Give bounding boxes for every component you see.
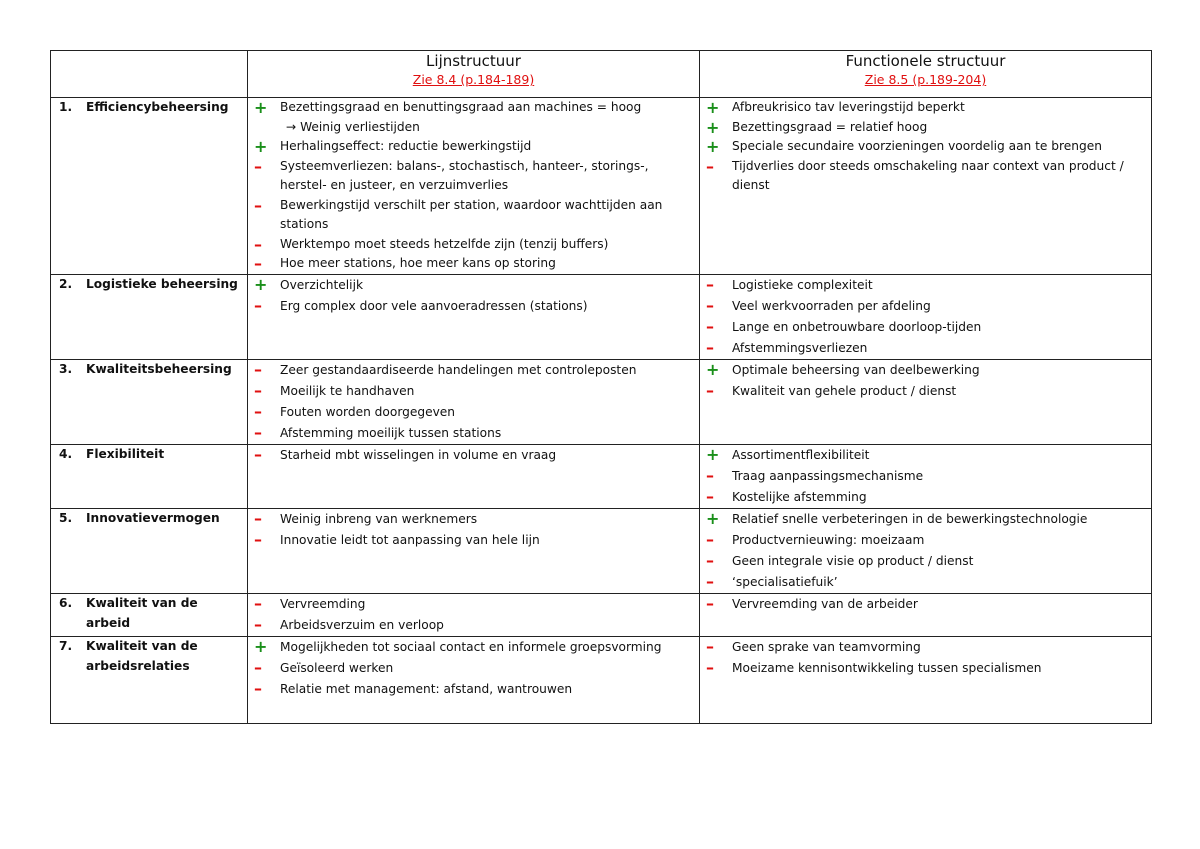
item-text: Herhalingseffect: reductie bewerkingstijd <box>280 139 532 153</box>
minus-icon: – <box>254 156 262 176</box>
item-text: Weinig inbreng van werknemers <box>280 512 478 526</box>
list-item <box>254 679 693 700</box>
item-text: Erg complex door vele aanvoeradressen (stations) <box>280 299 588 313</box>
item-text: Zeer gestandaardiseerde handelingen met controleposten <box>280 363 637 377</box>
criterion-row <box>51 637 1152 724</box>
item-text: Afbreukrisico tav leveringstijd beperkt <box>732 100 965 114</box>
list-item <box>706 317 1145 338</box>
minus-icon: – <box>706 572 714 591</box>
functionele-structuur-cell <box>700 509 1152 594</box>
list-item <box>254 235 693 255</box>
list-item <box>254 137 693 157</box>
item-list <box>248 594 699 636</box>
list-item <box>254 615 693 636</box>
item-list <box>700 98 1151 196</box>
list-item <box>254 360 693 381</box>
criterion-cell <box>51 445 248 509</box>
plus-icon: + <box>706 98 720 117</box>
criterion-row <box>51 360 1152 445</box>
list-item <box>254 402 693 423</box>
list-item <box>706 118 1145 138</box>
list-item <box>254 658 693 679</box>
minus-icon: – <box>706 637 714 656</box>
header-title: Lijnstructuur <box>426 52 521 70</box>
comparison-table <box>50 50 1152 724</box>
header-functionele-structuur <box>700 51 1152 98</box>
criterion-name: Kwaliteit van de arbeid <box>86 596 198 630</box>
minus-icon: – <box>706 594 714 613</box>
list-item <box>254 445 693 466</box>
item-text: Vervreemding <box>280 597 366 611</box>
criterion-name: Kwaliteit van de arbeidsrelaties <box>86 639 198 673</box>
item-text: Geen sprake van teamvorming <box>732 640 921 654</box>
plus-icon: + <box>254 137 268 156</box>
list-item <box>254 637 693 658</box>
plus-icon: + <box>706 117 720 137</box>
item-text: Speciale secundaire voorzieningen voordelig aan te brengen <box>732 139 1102 153</box>
minus-icon: – <box>706 551 714 570</box>
item-text: Relatief snelle verbeteringen in de bewerkingstechnologie <box>732 512 1088 526</box>
list-item <box>254 509 693 530</box>
list-item <box>706 487 1145 508</box>
item-text: Kwaliteit van gehele product / dienst <box>732 384 957 398</box>
criterion-number: 5. <box>59 511 73 525</box>
criterion-label <box>51 98 247 118</box>
list-item <box>254 118 693 138</box>
minus-icon: – <box>706 487 714 506</box>
criterion-number: 6. <box>59 596 73 610</box>
list-item <box>706 551 1145 572</box>
lijnstructuur-cell <box>248 637 700 724</box>
minus-icon: – <box>254 594 262 613</box>
item-text: Kostelijke afstemming <box>732 490 867 504</box>
list-item <box>254 594 693 615</box>
list-item <box>706 275 1145 296</box>
plus-icon: + <box>254 637 268 656</box>
item-list <box>700 637 1151 679</box>
minus-icon: – <box>254 254 262 273</box>
item-text: Bewerkingstijd verschilt per station, waardoor wachttijden aan stations <box>280 197 663 231</box>
criterion-number: 1. <box>59 100 73 114</box>
list-item <box>254 98 693 118</box>
item-text: Innovatie leidt tot aanpassing van hele lijn <box>280 533 540 547</box>
list-item <box>706 381 1145 402</box>
criterion-label <box>51 360 247 380</box>
functionele-structuur-cell <box>700 637 1152 724</box>
list-item <box>254 381 693 402</box>
list-item <box>706 466 1145 487</box>
lijnstructuur-cell <box>248 360 700 445</box>
criterion-name: Flexibiliteit <box>86 447 165 461</box>
functionele-structuur-cell <box>700 594 1152 637</box>
item-list <box>248 509 699 551</box>
item-text: Afstemming moeilijk tussen stations <box>280 426 502 440</box>
criterion-label <box>51 509 247 529</box>
criterion-number: 7. <box>59 639 73 653</box>
criterion-name: Innovatievermogen <box>86 511 220 525</box>
minus-icon: – <box>254 234 262 254</box>
lijnstructuur-cell <box>248 509 700 594</box>
minus-icon: – <box>254 679 262 698</box>
criterion-row <box>51 594 1152 637</box>
criterion-number: 2. <box>59 277 73 291</box>
item-list <box>700 360 1151 402</box>
item-text: Assortimentflexibiliteit <box>732 448 870 462</box>
lijnstructuur-cell <box>248 445 700 509</box>
item-text: Overzichtelijk <box>280 278 364 292</box>
criterion-cell <box>51 98 248 275</box>
list-item <box>706 445 1145 466</box>
item-list <box>248 637 699 700</box>
minus-icon: – <box>706 530 714 549</box>
plus-icon: + <box>706 360 720 379</box>
item-list <box>700 509 1151 593</box>
item-text: Geen integrale visie op product / dienst <box>732 554 974 568</box>
item-text: Systeemverliezen: balans-, stochastisch, hanteer-, storings-, herstel- en justeer, en verzuimverlies <box>280 158 649 192</box>
item-text: Relatie met management: afstand, wantrouwen <box>280 682 573 696</box>
item-text: Optimale beheersing van deelbewerking <box>732 363 980 377</box>
header-reference: Zie 8.5 (p.189-204) <box>864 72 987 87</box>
item-text: Afstemmingsverliezen <box>732 341 868 355</box>
list-item <box>254 157 693 196</box>
item-text: Moeizame kennisontwikkeling tussen specialismen <box>732 661 1042 675</box>
item-text: Geïsoleerd werken <box>280 661 394 675</box>
minus-icon: – <box>254 530 262 549</box>
list-item <box>706 637 1145 658</box>
minus-icon: – <box>706 658 714 677</box>
item-list <box>248 275 699 317</box>
item-text: Veel werkvoorraden per afdeling <box>732 299 931 313</box>
header-reference: Zie 8.4 (p.184-189) <box>412 72 535 87</box>
item-text: Productvernieuwing: moeizaam <box>732 533 925 547</box>
plus-icon: + <box>254 275 268 294</box>
list-item <box>254 296 693 317</box>
list-item <box>706 658 1145 679</box>
criterion-label <box>51 637 247 676</box>
criterion-name: Efficiencybeheersing <box>86 100 229 114</box>
minus-icon: – <box>706 275 714 294</box>
header-row <box>51 51 1152 98</box>
item-text: Vervreemding van de arbeider <box>732 597 918 611</box>
lijnstructuur-cell <box>248 275 700 360</box>
list-item <box>706 296 1145 317</box>
minus-icon: – <box>254 658 262 677</box>
criterion-label <box>51 445 247 465</box>
item-text: Hoe meer stations, hoe meer kans op storing <box>280 256 556 270</box>
minus-icon: – <box>254 296 262 315</box>
item-text: Arbeidsverzuim en verloop <box>280 618 444 632</box>
criterion-number: 4. <box>59 447 73 461</box>
list-item <box>254 423 693 444</box>
minus-icon: – <box>254 615 262 634</box>
minus-icon: – <box>254 423 262 442</box>
plus-icon: + <box>706 137 720 156</box>
list-item <box>254 275 693 296</box>
item-list <box>248 360 699 444</box>
plus-icon: + <box>706 445 720 464</box>
item-text: Starheid mbt wisselingen in volume en vraag <box>280 448 557 462</box>
functionele-structuur-cell <box>700 360 1152 445</box>
criterion-cell <box>51 360 248 445</box>
item-text: Mogelijkheden tot sociaal contact en informele groepsvorming <box>280 640 662 654</box>
list-item <box>706 98 1145 118</box>
criterion-label <box>51 594 247 633</box>
item-text: ‘specialisatiefuik’ <box>732 575 838 589</box>
list-item <box>706 338 1145 359</box>
item-text: Tijdverlies door steeds omschakeling naar context van product / dienst <box>732 158 1124 192</box>
item-text: Lange en onbetrouwbare doorloop-tijden <box>732 320 982 334</box>
criterion-cell <box>51 594 248 637</box>
list-item <box>706 572 1145 593</box>
item-list <box>700 275 1151 359</box>
item-text: → Weinig verliestijden <box>286 119 420 134</box>
item-list <box>700 445 1151 508</box>
lijnstructuur-cell <box>248 98 700 275</box>
minus-icon: – <box>706 466 714 485</box>
criterion-name: Logistieke beheersing <box>86 277 238 291</box>
criterion-row <box>51 275 1152 360</box>
list-item <box>706 360 1145 381</box>
item-text: Bezettingsgraad = relatief hoog <box>732 119 928 134</box>
list-item <box>254 254 693 274</box>
minus-icon: – <box>254 509 262 528</box>
lijnstructuur-cell <box>248 594 700 637</box>
list-item <box>254 530 693 551</box>
criterion-label <box>51 275 247 295</box>
list-item <box>706 594 1145 615</box>
list-item <box>706 157 1145 196</box>
minus-icon: – <box>706 156 714 176</box>
header-title: Functionele structuur <box>845 52 1006 70</box>
item-text: Fouten worden doorgegeven <box>280 405 456 419</box>
header-lijnstructuur <box>248 51 700 98</box>
criterion-cell <box>51 509 248 594</box>
minus-icon: – <box>254 381 262 400</box>
plus-icon: + <box>254 98 268 117</box>
item-list <box>700 594 1151 615</box>
minus-icon: – <box>706 338 714 357</box>
item-text: Werktempo moet steeds hetzelfde zijn (tenzij buffers) <box>280 236 609 251</box>
item-text: Bezettingsgraad en benuttingsgraad aan machines = hoog <box>280 100 642 114</box>
item-list <box>248 445 699 466</box>
list-item <box>706 137 1145 157</box>
minus-icon: – <box>706 381 714 400</box>
item-text: Logistieke complexiteit <box>732 278 873 292</box>
item-list <box>248 98 699 274</box>
criterion-row <box>51 98 1152 275</box>
minus-icon: – <box>254 360 262 379</box>
criterion-row <box>51 445 1152 509</box>
criterion-number: 3. <box>59 362 73 376</box>
functionele-structuur-cell <box>700 275 1152 360</box>
list-item <box>706 509 1145 530</box>
criterion-row <box>51 509 1152 594</box>
list-item <box>254 196 693 235</box>
functionele-structuur-cell <box>700 98 1152 275</box>
criterion-name: Kwaliteitsbeheersing <box>86 362 232 376</box>
criterion-cell <box>51 275 248 360</box>
minus-icon: – <box>254 195 262 215</box>
minus-icon: – <box>706 317 714 336</box>
minus-icon: – <box>254 445 262 464</box>
plus-icon: + <box>706 509 720 528</box>
functionele-structuur-cell <box>700 445 1152 509</box>
item-text: Moeilijk te handhaven <box>280 384 415 398</box>
header-empty-cell <box>51 51 248 98</box>
list-item <box>706 530 1145 551</box>
criterion-cell <box>51 637 248 724</box>
minus-icon: – <box>706 296 714 315</box>
item-text: Traag aanpassingsmechanisme <box>732 469 924 483</box>
minus-icon: – <box>254 402 262 421</box>
